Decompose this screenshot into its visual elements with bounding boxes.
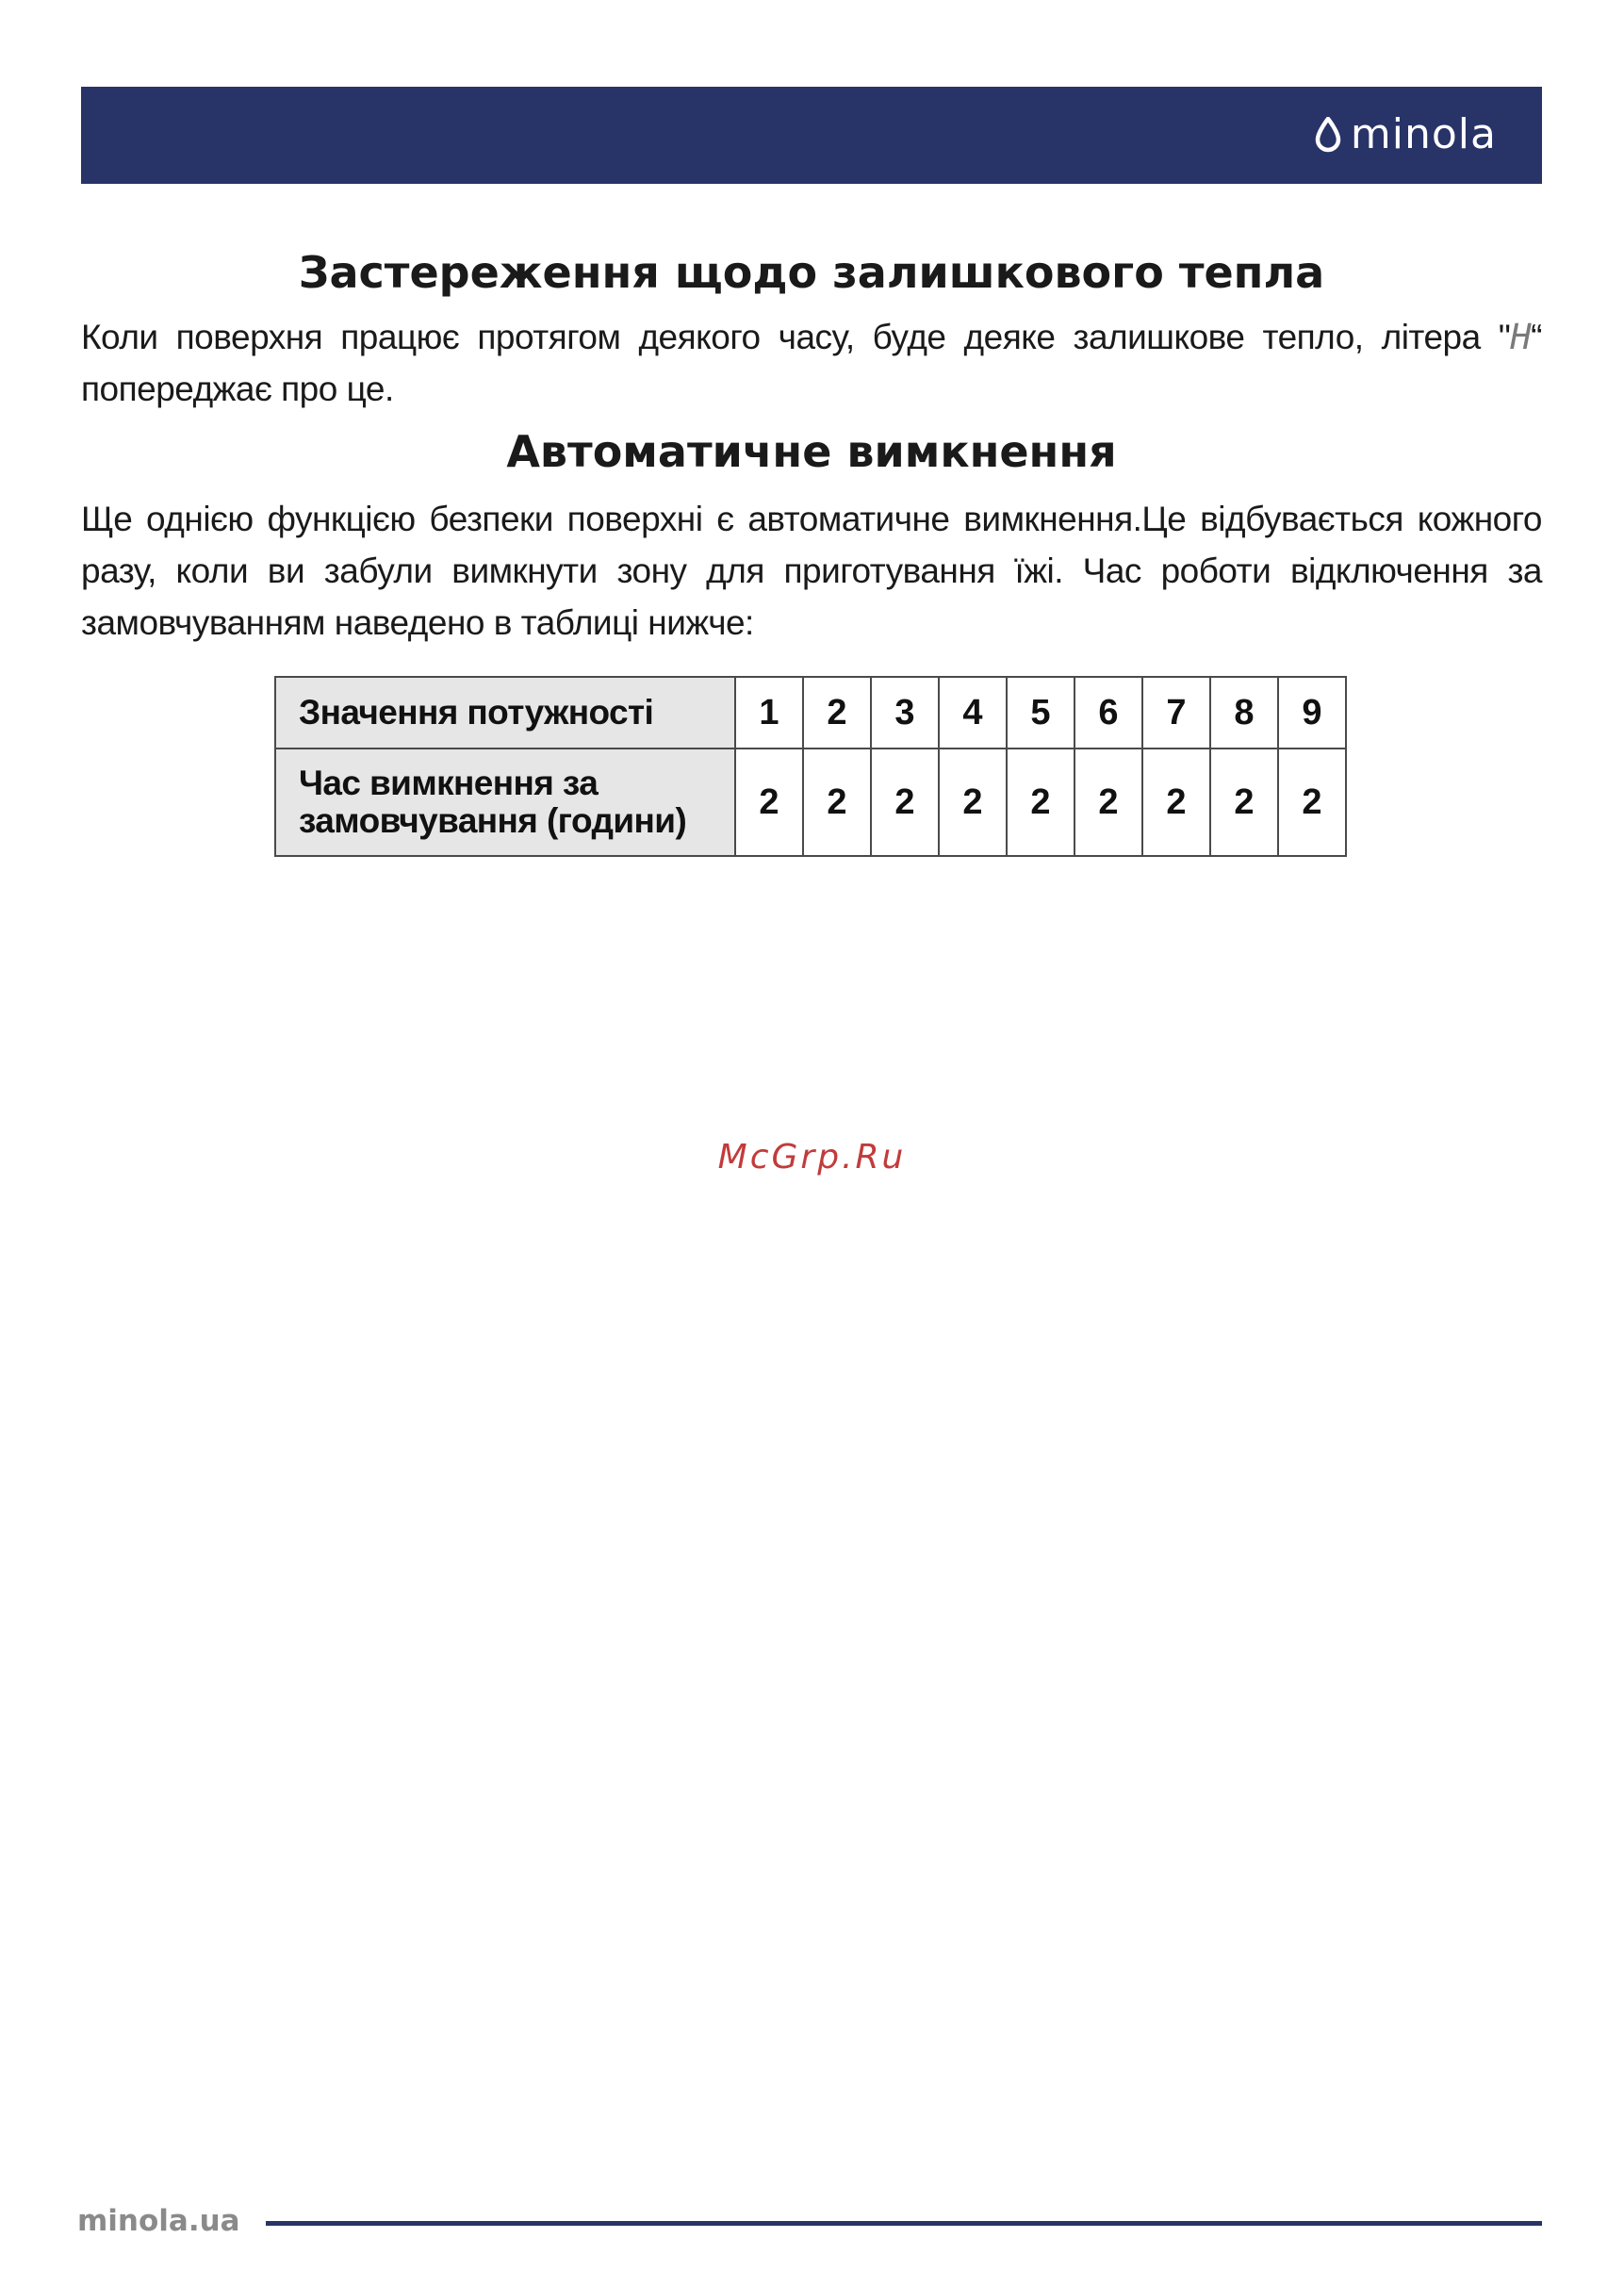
off-time-cell: 2 bbox=[1278, 749, 1346, 856]
off-time-cell: 2 bbox=[1142, 749, 1210, 856]
off-time-cell: 2 bbox=[1210, 749, 1278, 856]
power-level-row bbox=[275, 677, 1346, 749]
footer-site-link[interactable]: minola.ua bbox=[77, 2204, 240, 2238]
off-time-cell: 2 bbox=[735, 749, 803, 856]
water-drop-icon bbox=[1315, 117, 1341, 153]
off-time-cell: 2 bbox=[871, 749, 939, 856]
residual-heat-text-after: “ попереджає про це. bbox=[81, 318, 1542, 408]
power-level-cell: 2 bbox=[803, 677, 871, 749]
off-time-label: Час вимкнення за замовчування (години) bbox=[275, 749, 735, 856]
off-time-row bbox=[275, 749, 1346, 856]
auto-off-text: Ще однією функцією безпеки поверхні є автоматичне вимкнення.Це відбувається кожного разу, коли ви забули вимкнути зону для приготування їжі. Час роботи відключення за замовчуванням наведено в таблиці нижче: bbox=[81, 500, 1542, 642]
minola-logo bbox=[1315, 112, 1497, 157]
power-level-cell: 1 bbox=[735, 677, 803, 749]
power-level-cell: 5 bbox=[1007, 677, 1074, 749]
logo-text: minola bbox=[1350, 110, 1497, 158]
residual-heat-indicator: H bbox=[1510, 317, 1532, 357]
power-level-cell: 9 bbox=[1278, 677, 1346, 749]
auto-off-table bbox=[274, 676, 1347, 857]
footer-divider bbox=[266, 2221, 1542, 2226]
power-level-cell: 4 bbox=[939, 677, 1007, 749]
off-time-cell: 2 bbox=[1074, 749, 1142, 856]
off-time-cell: 2 bbox=[939, 749, 1007, 856]
power-level-label: Значення потужності bbox=[275, 677, 735, 749]
watermark: McGrp.Ru bbox=[717, 1138, 907, 1176]
auto-off-title: Автоматичне вимкнення bbox=[506, 426, 1117, 477]
residual-heat-text bbox=[81, 311, 1542, 415]
off-time-cell: 2 bbox=[803, 749, 871, 856]
power-level-cell: 8 bbox=[1210, 677, 1278, 749]
residual-heat-text-before: Коли поверхня працює протягом деякого часу, буде деяке залишкове тепло, літера " bbox=[81, 318, 1511, 356]
off-time-cell: 2 bbox=[1007, 749, 1074, 856]
power-level-cell: 7 bbox=[1142, 677, 1210, 749]
residual-heat-title: Застереження щодо залишкового тепла bbox=[298, 247, 1325, 298]
header-bar bbox=[81, 87, 1542, 184]
power-level-cell: 6 bbox=[1074, 677, 1142, 749]
power-level-cell: 3 bbox=[871, 677, 939, 749]
